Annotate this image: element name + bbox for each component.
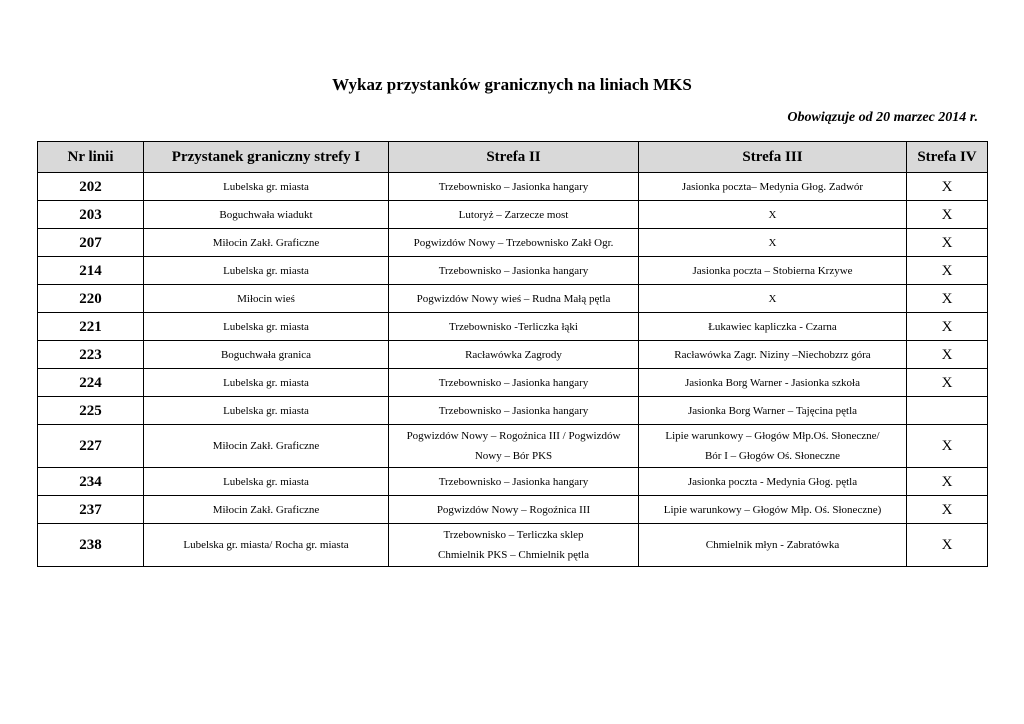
line-number-cell: 234 <box>38 468 144 496</box>
line-number-cell: 224 <box>38 369 144 397</box>
zone-4-cell: X <box>907 425 988 468</box>
line-number-cell: 214 <box>38 257 144 285</box>
zone-4-cell: X <box>907 496 988 524</box>
table-header-row <box>38 142 988 173</box>
line-number-cell: 227 <box>38 425 144 468</box>
zone-2-cell-line: Trzebownisko – Jasionka hangary <box>438 475 589 488</box>
zone-4-cell <box>907 397 988 425</box>
zone-1-stop-cell: Lubelska gr. miasta <box>144 173 389 201</box>
line-number-cell: 202 <box>38 173 144 201</box>
zone-2-cell-line: Racławówka Zagrody <box>465 348 562 361</box>
zone-2-cell <box>389 201 639 229</box>
zone-4-cell: X <box>907 201 988 229</box>
zone-3-cell <box>639 173 907 201</box>
zone-4-cell: X <box>907 341 988 369</box>
zone-2-cell-line: Pogwizdów Nowy wieś – Rudna Małą pętla <box>416 292 611 305</box>
table-row <box>38 285 988 313</box>
table-row <box>38 257 988 285</box>
line-number-cell: 225 <box>38 397 144 425</box>
zone-3-cell-line: X <box>768 236 777 249</box>
zone-2-cell <box>389 229 639 257</box>
zone-2-cell <box>389 524 639 567</box>
zone-2-cell <box>389 313 639 341</box>
zone-2-cell <box>389 397 639 425</box>
zone-2-cell <box>389 496 639 524</box>
zone-2-cell-line: Nowy – Bór PKS <box>474 450 553 462</box>
line-number-cell: 203 <box>38 201 144 229</box>
zone-2-cell <box>389 468 639 496</box>
zone-1-stop-cell: Miłocin wieś <box>144 285 389 313</box>
zone-2-cell <box>389 369 639 397</box>
zone-3-cell-line: Jasionka poczta – Stobierna Krzywe <box>692 264 853 277</box>
zone-4-cell: X <box>907 468 988 496</box>
zone-1-stop-cell: Lubelska gr. miasta/ Rocha gr. miasta <box>144 524 389 567</box>
zone-3-cell-line: Jasionka Borg Warner – Tajęcina pętla <box>687 404 858 417</box>
zone-2-cell-line: Pogwizdów Nowy – Trzebownisko Zakł Ogr. <box>413 236 614 249</box>
zone-3-cell <box>639 341 907 369</box>
zone-1-stop-cell: Boguchwała wiadukt <box>144 201 389 229</box>
header-zone-3: Strefa III <box>639 142 907 173</box>
document-title: Wykaz przystanków granicznych na liniach MKS <box>332 75 692 94</box>
zone-2-cell-line: Pogwizdów Nowy – Rogoźnica III / Pogwizdów <box>406 430 621 442</box>
border-stops-table <box>37 141 988 567</box>
header-zone-1-stop: Przystanek graniczny strefy I <box>144 142 389 173</box>
zone-3-cell-line: Jasionka poczta– Medynia Głog. Zadwór <box>681 180 864 193</box>
zone-3-cell-line: Lipie warunkowy – Głogów Młp.Oś. Słoneczne/ <box>665 430 880 442</box>
table-row <box>38 341 988 369</box>
zone-3-cell-line: X <box>768 208 777 221</box>
zone-3-cell <box>639 257 907 285</box>
zone-2-cell <box>389 341 639 369</box>
table-row <box>38 201 988 229</box>
zone-1-stop-cell: Lubelska gr. miasta <box>144 468 389 496</box>
line-number-cell: 237 <box>38 496 144 524</box>
zone-4-cell: X <box>907 369 988 397</box>
table-row <box>38 229 988 257</box>
zone-3-cell <box>639 285 907 313</box>
zone-3-cell-line: Jasionka Borg Warner - Jasionka szkoła <box>685 376 860 389</box>
line-number-cell: 238 <box>38 524 144 567</box>
zone-2-cell <box>389 257 639 285</box>
zone-1-stop-cell: Miłocin Zakł. Graficzne <box>144 496 389 524</box>
table-row <box>38 524 988 567</box>
zone-2-cell <box>389 285 639 313</box>
zone-3-cell-line: Bór I – Głogów Oś. Słoneczne <box>704 450 841 462</box>
zone-2-cell-line: Trzebownisko – Jasionka hangary <box>438 376 589 389</box>
zone-1-stop-cell: Lubelska gr. miasta <box>144 397 389 425</box>
zone-2-cell <box>389 173 639 201</box>
zone-1-stop-cell: Lubelska gr. miasta <box>144 369 389 397</box>
zone-3-cell <box>639 496 907 524</box>
zone-3-cell-line: Racławówka Zagr. Niziny –Niechobzrz góra <box>674 348 871 361</box>
table-row <box>38 496 988 524</box>
table-row <box>38 468 988 496</box>
table-row <box>38 369 988 397</box>
line-number-cell: 220 <box>38 285 144 313</box>
line-number-cell: 223 <box>38 341 144 369</box>
valid-from-note: Obowiązuje od 20 marzec 2014 r. <box>787 110 978 125</box>
header-line-number: Nr linii <box>38 142 144 173</box>
zone-3-cell-line: Lipie warunkowy – Głogów Młp. Oś. Słoneczne) <box>663 503 882 516</box>
zone-4-cell: X <box>907 257 988 285</box>
header-zone-4: Strefa IV <box>907 142 988 173</box>
line-number-cell: 221 <box>38 313 144 341</box>
table-row <box>38 173 988 201</box>
zone-4-cell: X <box>907 285 988 313</box>
zone-3-cell-line: Chmielnik młyn - Zabratówka <box>705 539 840 551</box>
zone-3-cell <box>639 397 907 425</box>
zone-3-cell-line: Jasionka poczta - Medynia Głog. pętla <box>687 475 858 488</box>
zone-3-cell-line: Łukawiec kapliczka - Czarna <box>708 320 837 333</box>
zone-1-stop-cell: Boguchwała granica <box>144 341 389 369</box>
zone-2-cell-line: Trzebownisko – Jasionka hangary <box>438 404 589 417</box>
table-row <box>38 313 988 341</box>
zone-2-cell-line: Trzebownisko – Jasionka hangary <box>438 264 589 277</box>
table-row <box>38 397 988 425</box>
zone-3-cell <box>639 313 907 341</box>
zone-2-cell-line: Pogwizdów Nowy – Rogoźnica III <box>436 503 591 516</box>
zone-2-cell-line: Trzebownisko – Jasionka hangary <box>438 180 589 193</box>
zone-3-cell <box>639 229 907 257</box>
zone-3-cell <box>639 524 907 567</box>
zone-3-cell <box>639 201 907 229</box>
zone-2-cell-line: Trzebownisko – Terliczka sklep <box>443 529 584 541</box>
zone-3-cell <box>639 369 907 397</box>
zone-2-cell <box>389 425 639 468</box>
zone-4-cell: X <box>907 313 988 341</box>
zone-1-stop-cell: Lubelska gr. miasta <box>144 313 389 341</box>
zone-4-cell: X <box>907 229 988 257</box>
zone-2-cell-line: Lutoryż – Zarzecze most <box>458 208 569 221</box>
zone-4-cell: X <box>907 173 988 201</box>
zone-1-stop-cell: Lubelska gr. miasta <box>144 257 389 285</box>
zone-4-cell: X <box>907 524 988 567</box>
table-row <box>38 425 988 468</box>
line-number-cell: 207 <box>38 229 144 257</box>
header-zone-2: Strefa II <box>389 142 639 173</box>
zone-3-cell <box>639 425 907 468</box>
zone-1-stop-cell: Miłocin Zakł. Graficzne <box>144 229 389 257</box>
zone-1-stop-cell: Miłocin Zakł. Graficzne <box>144 425 389 468</box>
zone-3-cell <box>639 468 907 496</box>
zone-3-cell-line: X <box>768 292 777 305</box>
zone-2-cell-line: Chmielnik PKS – Chmielnik pętla <box>438 549 589 561</box>
zone-2-cell-line: Trzebownisko -Terliczka łąki <box>449 320 578 333</box>
